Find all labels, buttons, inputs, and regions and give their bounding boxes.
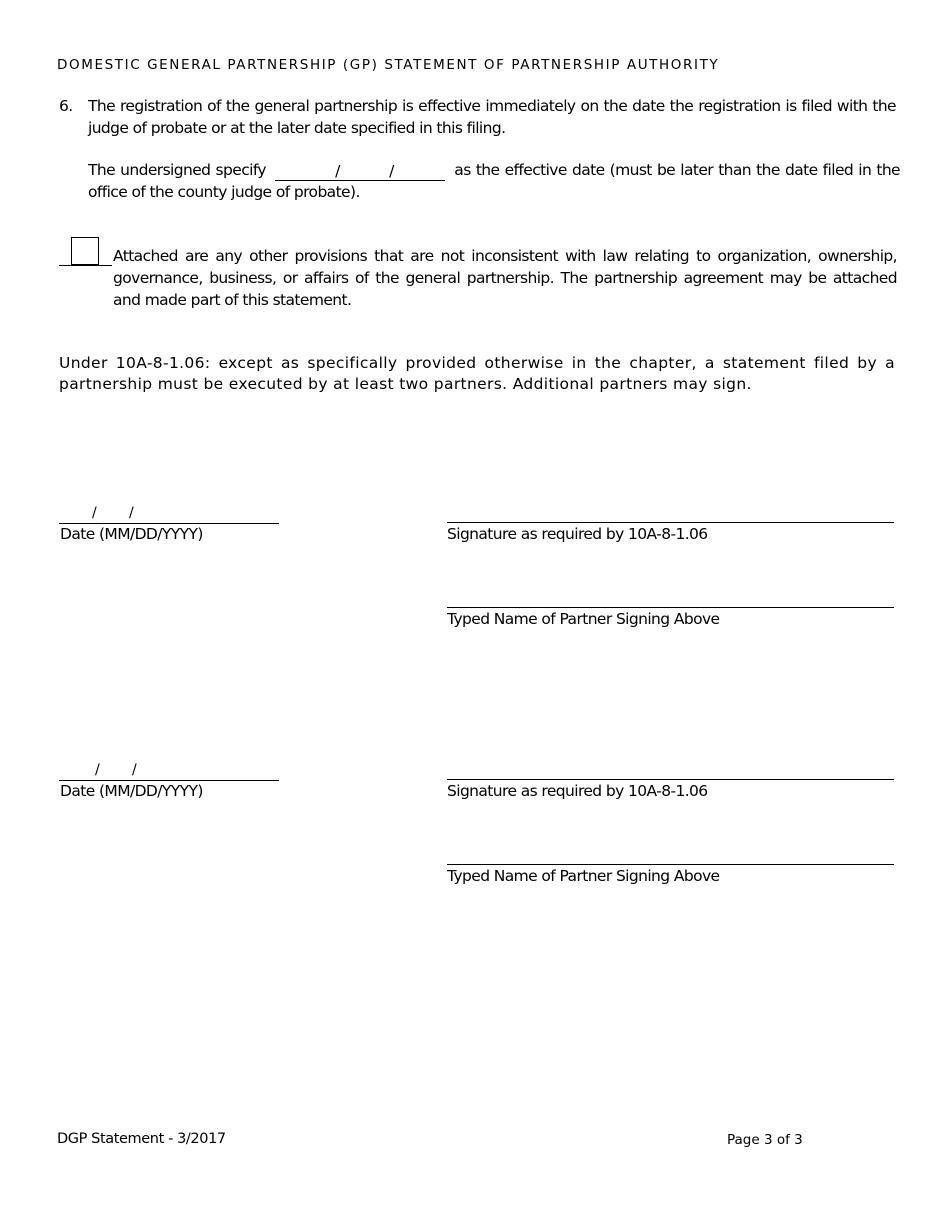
date-separator: / xyxy=(95,762,100,778)
effective-date-clause xyxy=(88,159,900,203)
signature-label-2: Signature as required by 10A-8-1.06 xyxy=(447,782,708,800)
effective-date-prefix: The undersigned specify xyxy=(88,161,266,179)
date-separator: / xyxy=(132,762,137,778)
provisions-text: Attached are any other provisions that are not inconsistent with law relating to organization, ownership, governance, business, or affairs of the general partnership. The partnership agreement may be attached and made part of this statement. xyxy=(113,247,897,309)
page-header: DOMESTIC GENERAL PARTNERSHIP (GP) STATEMENT OF PARTNERSHIP AUTHORITY xyxy=(57,57,720,73)
typed-name-label-1: Typed Name of Partner Signing Above xyxy=(447,610,720,628)
date-separator: / xyxy=(389,162,394,180)
signature-line-2[interactable] xyxy=(447,779,894,780)
typed-name-label-2: Typed Name of Partner Signing Above xyxy=(447,867,720,885)
date-separator: / xyxy=(129,505,134,521)
signature-label-1: Signature as required by 10A-8-1.06 xyxy=(447,525,708,543)
date-separator: / xyxy=(335,162,340,180)
item-6-text: The registration of the general partnership is effective immediately on the date the registration is filed with the judge of probate or at the later date specified in this filing. xyxy=(88,97,896,137)
date-label-2: Date (MM/DD/YYYY) xyxy=(60,782,203,800)
item-number: 6. xyxy=(59,97,73,115)
typed-name-line-2[interactable] xyxy=(447,864,894,865)
signature-line-1[interactable] xyxy=(447,522,894,523)
effective-date-suffix: as the effective date (must be later than the date filed in the office of the county judge of probate). xyxy=(88,161,900,201)
effective-date-input[interactable] xyxy=(275,162,445,181)
page-number: Page 3 of 3 xyxy=(727,1132,803,1148)
checkbox-underline xyxy=(59,265,112,266)
date-input-2[interactable] xyxy=(59,762,279,781)
execution-note: Under 10A-8-1.06: except as specifically provided otherwise in the chapter, a statement filed by a partnership must be executed by at least two partners. Additional partners may sign. xyxy=(59,354,895,393)
provisions-checkbox[interactable] xyxy=(71,237,99,265)
date-separator: / xyxy=(92,505,97,521)
form-id: DGP Statement - 3/2017 xyxy=(57,1131,226,1147)
date-label-1: Date (MM/DD/YYYY) xyxy=(60,525,203,543)
date-input-1[interactable] xyxy=(59,505,279,524)
typed-name-line-1[interactable] xyxy=(447,607,894,608)
